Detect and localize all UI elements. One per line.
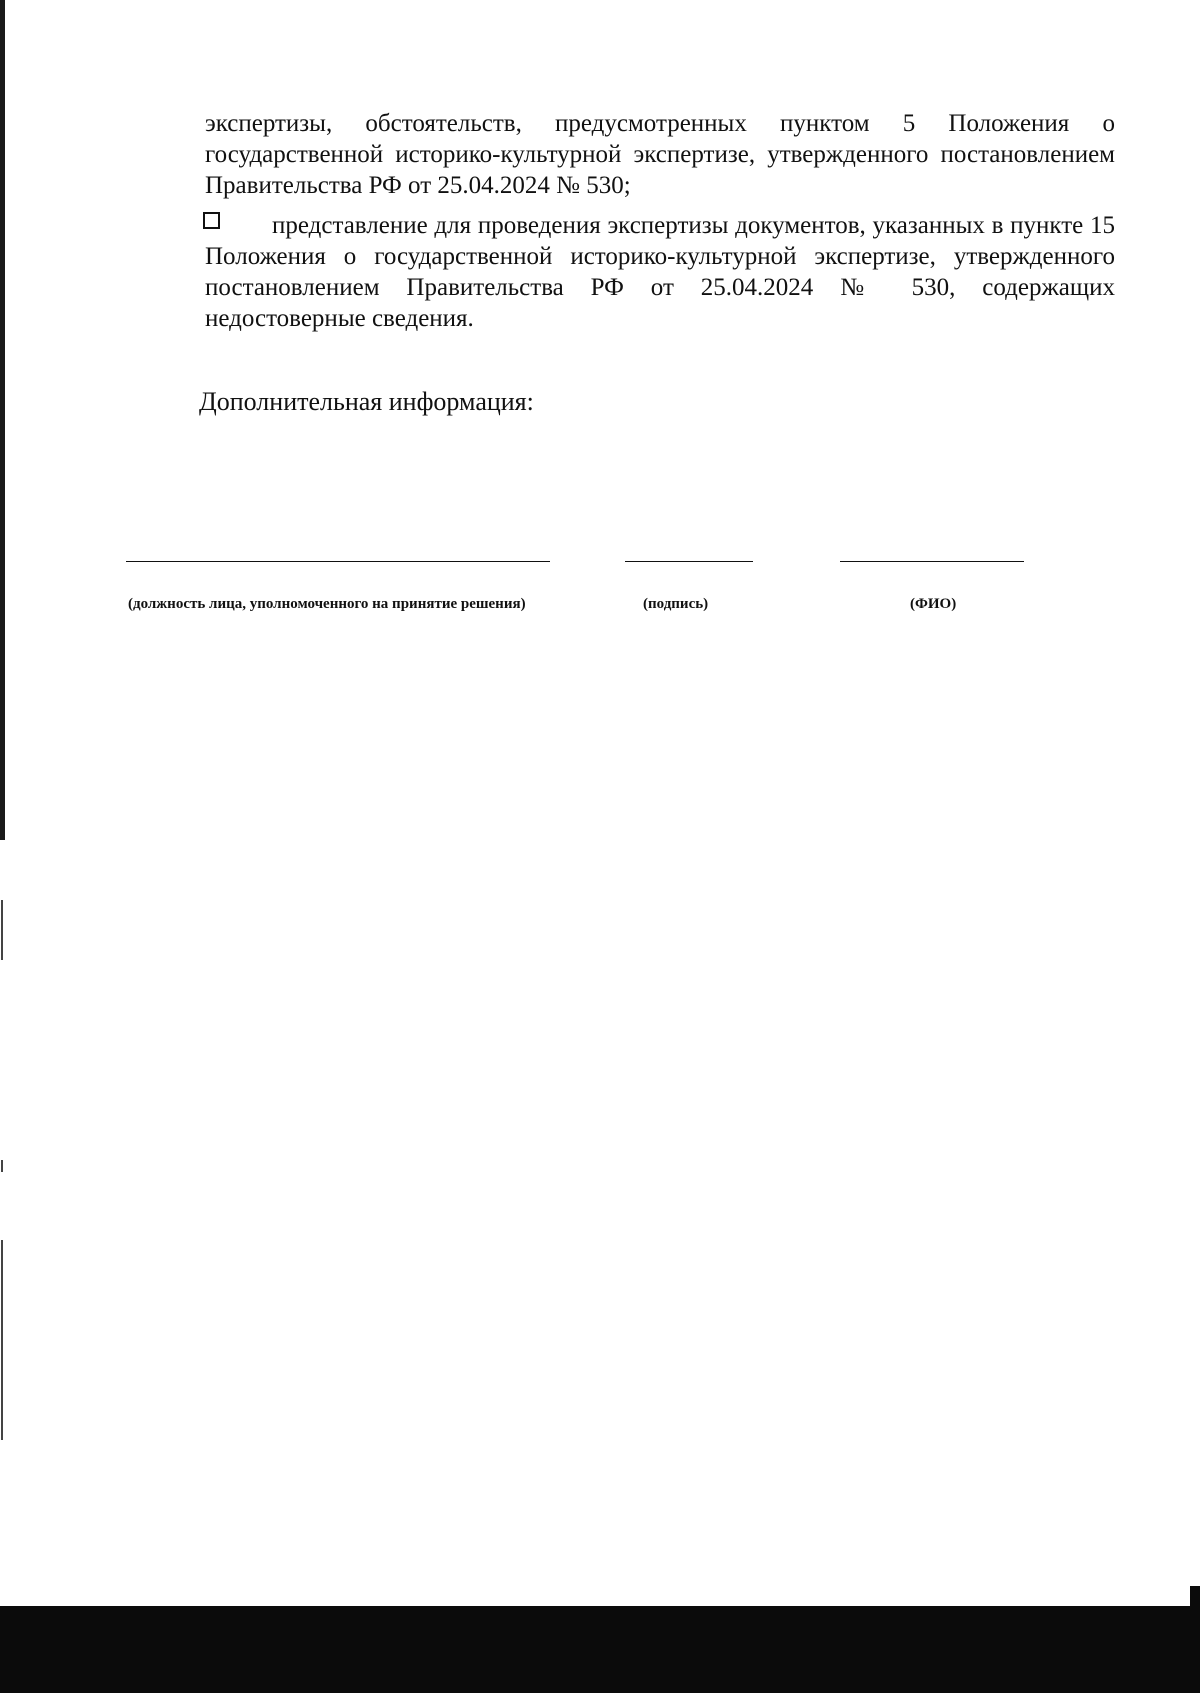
additional-info-label: Дополнительная информация: xyxy=(199,387,534,416)
signature-caption: (подпись) xyxy=(643,596,709,612)
signature-line xyxy=(625,561,753,562)
scan-artifact-bottom xyxy=(0,1606,1200,1693)
scan-left-edge xyxy=(0,0,5,840)
scan-corner xyxy=(1190,1586,1200,1608)
position-caption: (должность лица, уполномоченного на принятие решения) xyxy=(128,596,526,612)
scan-mark xyxy=(1,900,3,960)
scan-mark xyxy=(1,1240,3,1440)
position-line xyxy=(126,561,550,562)
paragraph-expertise-circumstances: экспертизы, обстоятельств, предусмотренных пунктом 5 Положения о государственной историко-культурной экспертизе, утвержденного постановлением Правительства РФ от 25.04.2024 № 530; xyxy=(205,110,1115,199)
paragraph-unreliable-documents: представление для проведения экспертизы документов, указанных в пункте 15 Положения о государственной историко-культурной экспертизе, утвержденного постановлением Правительства РФ от 25.04.2024 № 530, содержащих недостоверные сведения. xyxy=(205,212,1115,332)
name-caption: (ФИО) xyxy=(910,596,957,612)
name-line xyxy=(840,561,1024,562)
scan-mark xyxy=(1,1160,3,1172)
